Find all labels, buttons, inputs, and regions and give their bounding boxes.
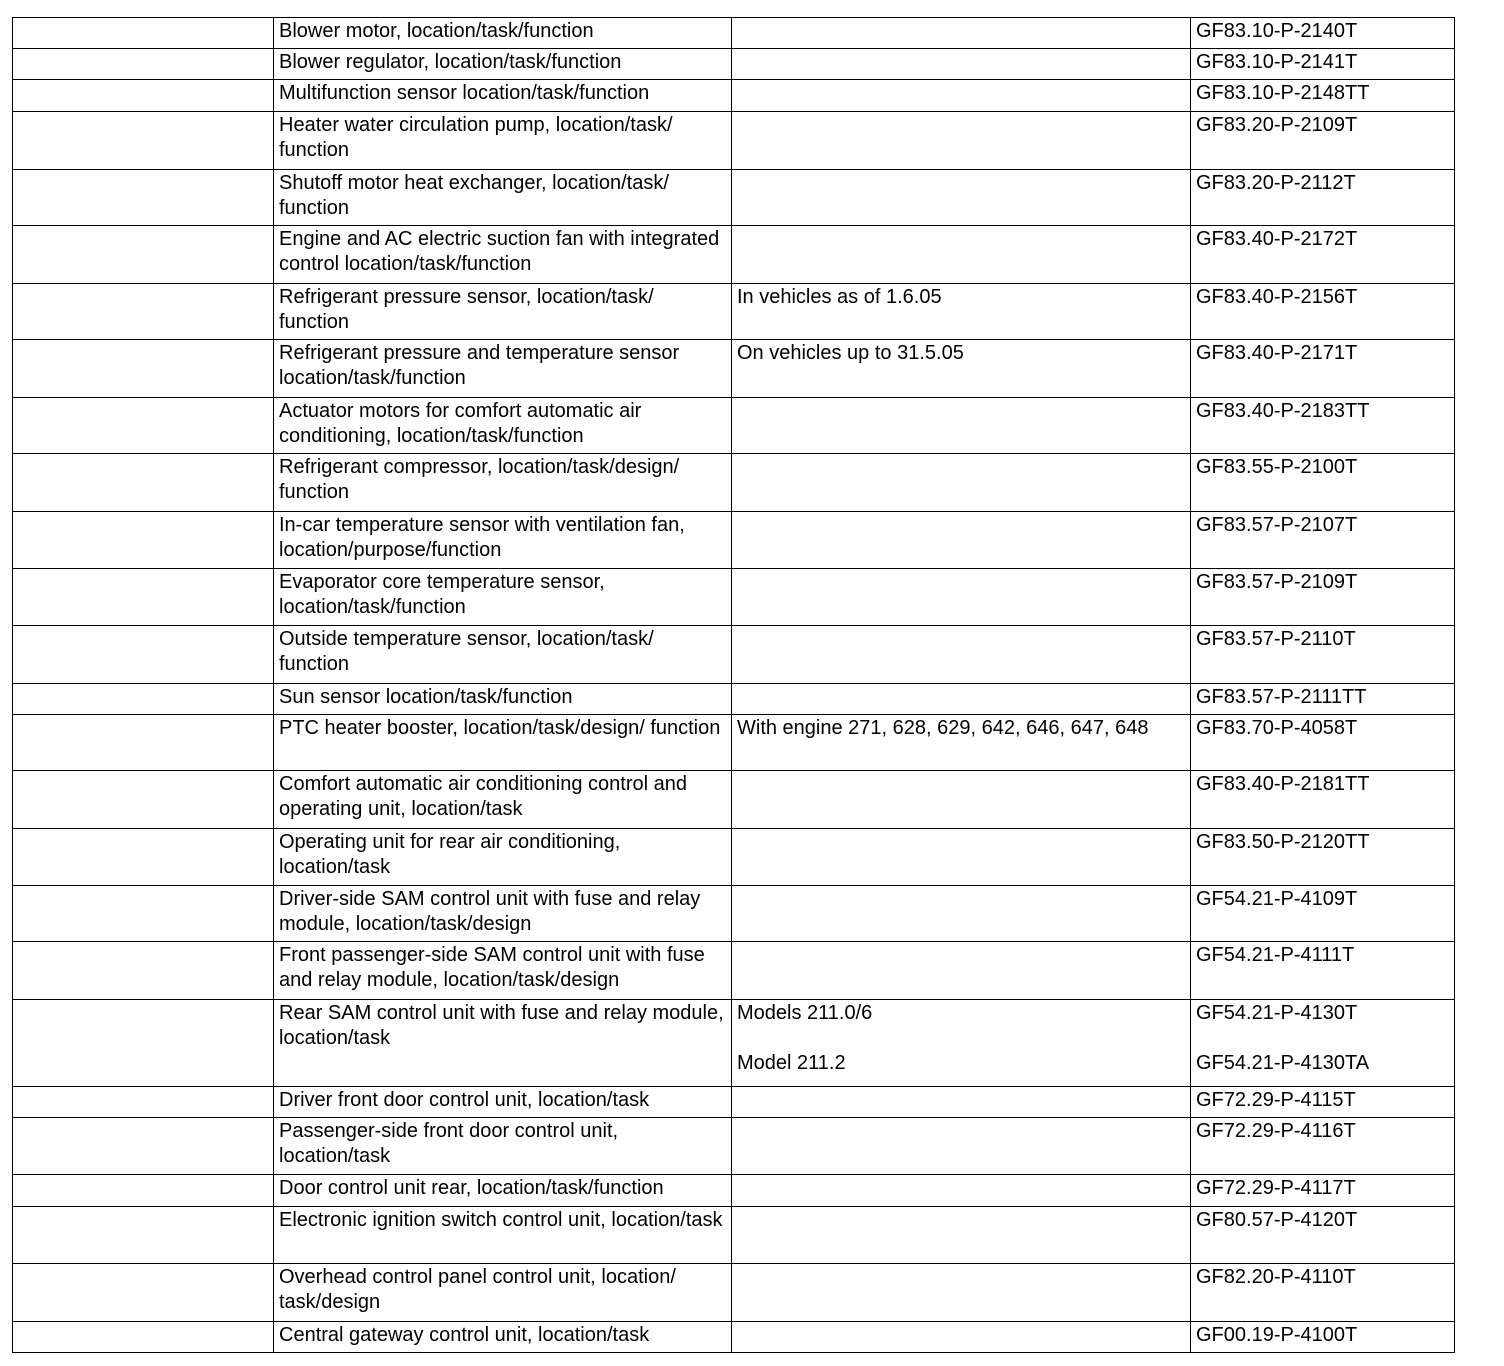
component-cell: [13, 1175, 274, 1207]
document-code-cell-text: GF83.55-P-2100T: [1196, 456, 1358, 478]
table-row: [13, 284, 1455, 340]
table-row: [13, 49, 1455, 80]
description-cell: [274, 1322, 732, 1353]
table-row: [13, 771, 1455, 829]
component-cell: [13, 829, 274, 886]
document-code-cell-text: GF83.70-P-4058T: [1196, 717, 1358, 739]
table-row: [13, 1000, 1455, 1087]
description-cell: [274, 80, 732, 112]
note-cell: [732, 886, 1191, 942]
note-cell: [732, 626, 1191, 684]
component-cell: [13, 1118, 274, 1175]
component-cell: [13, 284, 274, 340]
description-cell: [274, 340, 732, 398]
description-cell: [274, 284, 732, 340]
document-code-cell-text: GF72.29-P-4115T: [1196, 1089, 1356, 1111]
table-row: [13, 1118, 1455, 1175]
description-cell-text: Outside temperature sensor, location/task/ function: [279, 628, 654, 675]
description-cell-text: Rear SAM control unit with fuse and relay module, location/task: [279, 1002, 724, 1049]
table-row: [13, 1175, 1455, 1207]
document-code-cell-text: GF83.10-P-2140T: [1196, 20, 1358, 42]
description-cell-text: Evaporator core temperature sensor, location/task/function: [279, 571, 605, 618]
description-cell: [274, 1207, 732, 1264]
note-cell: [732, 454, 1191, 512]
document-code-cell: [1191, 284, 1455, 340]
table-row: [13, 626, 1455, 684]
document-code-cell: [1191, 829, 1455, 886]
document-code-cell: [1191, 1000, 1455, 1087]
note-cell: [732, 1175, 1191, 1207]
component-cell: [13, 1087, 274, 1118]
component-cell: [13, 398, 274, 454]
description-cell: [274, 1118, 732, 1175]
description-cell-text: Driver-side SAM control unit with fuse and relay module, location/task/design: [279, 888, 701, 935]
document-code-cell-text-secondary: GF54.21-P-4130TA: [1196, 1052, 1370, 1074]
note-cell: [732, 112, 1191, 170]
note-cell: [732, 942, 1191, 1000]
document-code-cell-text: GF54.21-P-4109T: [1196, 888, 1358, 910]
description-cell-text: Refrigerant compressor, location/task/design/ function: [279, 456, 680, 503]
document-code-cell-text: GF83.40-P-2156T: [1196, 286, 1358, 308]
document-code-cell: [1191, 49, 1455, 80]
document-code-cell-text: GF72.29-P-4117T: [1196, 1177, 1356, 1199]
document-code-cell-text: GF83.40-P-2171T: [1196, 342, 1358, 364]
table-row: [13, 226, 1455, 284]
document-code-cell: [1191, 715, 1455, 771]
description-cell-text: Actuator motors for comfort automatic air conditioning, location/task/function: [279, 400, 642, 447]
document-code-cell-text: GF83.40-P-2181TT: [1196, 773, 1370, 795]
table-row: [13, 1322, 1455, 1353]
description-cell: [274, 49, 732, 80]
table-body: [13, 18, 1455, 1353]
note-cell: [732, 1264, 1191, 1322]
note-cell: [732, 684, 1191, 715]
note-cell: [732, 1000, 1191, 1087]
document-code-cell: [1191, 170, 1455, 226]
note-cell: [732, 1207, 1191, 1264]
table-row: [13, 942, 1455, 1000]
note-cell: [732, 1322, 1191, 1353]
note-cell: [732, 170, 1191, 226]
table-row: [13, 170, 1455, 226]
document-code-cell-text: GF83.10-P-2141T: [1196, 51, 1358, 73]
document-code-cell: [1191, 569, 1455, 626]
document-code-cell: [1191, 226, 1455, 284]
description-cell-text: Engine and AC electric suction fan with integrated control location/task/function: [279, 228, 720, 275]
document-code-cell: [1191, 1322, 1455, 1353]
component-cell: [13, 626, 274, 684]
document-code-cell-text: GF83.57-P-2109T: [1196, 571, 1358, 593]
note-cell: [732, 1118, 1191, 1175]
table-row: [13, 715, 1455, 771]
document-code-cell-text: GF00.19-P-4100T: [1196, 1324, 1358, 1346]
document-code-cell-text: GF54.21-P-4130T: [1196, 1002, 1358, 1024]
note-cell-text-secondary: Model 211.2: [737, 1052, 846, 1074]
component-cell: [13, 226, 274, 284]
description-cell: [274, 512, 732, 569]
note-cell: [732, 226, 1191, 284]
document-code-cell-text: GF83.10-P-2148TT: [1196, 82, 1370, 104]
note-cell: [732, 829, 1191, 886]
description-cell: [274, 226, 732, 284]
note-cell: [732, 512, 1191, 569]
table-row: [13, 112, 1455, 170]
document-code-cell: [1191, 1207, 1455, 1264]
document-code-cell: [1191, 1118, 1455, 1175]
component-cell: [13, 49, 274, 80]
table-row: [13, 1264, 1455, 1322]
description-cell-text: Door control unit rear, location/task/function: [279, 1177, 664, 1199]
document-code-cell: [1191, 18, 1455, 49]
note-cell: [732, 80, 1191, 112]
description-cell-text: Refrigerant pressure sensor, location/task/ function: [279, 286, 654, 333]
note-cell: [732, 340, 1191, 398]
description-cell: [274, 1175, 732, 1207]
document-code-cell-text: GF83.20-P-2112T: [1196, 172, 1356, 194]
component-cell: [13, 1000, 274, 1087]
document-code-cell: [1191, 1264, 1455, 1322]
document-code-cell-text: GF83.40-P-2183TT: [1196, 400, 1370, 422]
description-cell-text: Blower regulator, location/task/function: [279, 51, 622, 73]
description-cell-text: Refrigerant pressure and temperature sensor location/task/function: [279, 342, 680, 389]
document-code-cell-text: GF83.57-P-2111TT: [1196, 686, 1367, 708]
description-cell-text: Blower motor, location/task/function: [279, 20, 594, 42]
document-code-cell-text: GF83.57-P-2107T: [1196, 514, 1358, 536]
document-code-cell-text: GF54.21-P-4111T: [1196, 944, 1355, 966]
description-cell: [274, 715, 732, 771]
description-cell-text: Front passenger-side SAM control unit with fuse and relay module, location/task/design: [279, 944, 705, 991]
description-cell-text: Comfort automatic air conditioning control and operating unit, location/task: [279, 773, 687, 820]
table-row: [13, 1087, 1455, 1118]
document-code-cell: [1191, 454, 1455, 512]
document-code-cell: [1191, 112, 1455, 170]
description-cell-text: Multifunction sensor location/task/function: [279, 82, 650, 104]
note-cell: [732, 715, 1191, 771]
component-cell: [13, 886, 274, 942]
description-cell-text: Electronic ignition switch control unit, location/task: [279, 1209, 723, 1231]
description-cell-text: Operating unit for rear air conditioning, location/task: [279, 831, 621, 878]
component-cell: [13, 771, 274, 829]
component-cell: [13, 1322, 274, 1353]
table-row: [13, 80, 1455, 112]
document-code-cell: [1191, 626, 1455, 684]
component-cell: [13, 80, 274, 112]
document-code-cell-text: GF82.20-P-4110T: [1196, 1266, 1356, 1288]
component-cell: [13, 454, 274, 512]
description-cell: [274, 829, 732, 886]
description-cell: [274, 771, 732, 829]
component-cell: [13, 112, 274, 170]
description-cell-text: Shutoff motor heat exchanger, location/task/ function: [279, 172, 669, 219]
note-cell-text: With engine 271, 628, 629, 642, 646, 647, 648: [737, 717, 1149, 739]
description-cell: [274, 1087, 732, 1118]
table-row: [13, 340, 1455, 398]
description-cell: [274, 569, 732, 626]
document-code-cell-text: GF83.40-P-2172T: [1196, 228, 1358, 250]
table-row: [13, 569, 1455, 626]
description-cell-text: Sun sensor location/task/function: [279, 686, 573, 708]
table-row: [13, 829, 1455, 886]
document-code-cell: [1191, 684, 1455, 715]
table-row: [13, 18, 1455, 49]
component-cell: [13, 715, 274, 771]
document-code-cell: [1191, 886, 1455, 942]
note-cell-text: Models 211.0/6: [737, 1002, 873, 1024]
description-cell-text: Central gateway control unit, location/task: [279, 1324, 650, 1346]
description-cell-text: Driver front door control unit, location/task: [279, 1089, 650, 1111]
description-cell: [274, 886, 732, 942]
description-cell-text: In-car temperature sensor with ventilation fan, location/purpose/function: [279, 514, 685, 561]
description-cell: [274, 112, 732, 170]
description-cell: [274, 454, 732, 512]
table-row: [13, 886, 1455, 942]
component-cell: [13, 942, 274, 1000]
description-cell-text: PTC heater booster, location/task/design/ function: [279, 717, 721, 739]
component-cell: [13, 1207, 274, 1264]
table-row: [13, 398, 1455, 454]
description-cell: [274, 170, 732, 226]
document-code-cell: [1191, 1087, 1455, 1118]
component-cell: [13, 340, 274, 398]
component-cell: [13, 18, 274, 49]
description-cell: [274, 1264, 732, 1322]
component-cell: [13, 170, 274, 226]
note-cell: [732, 18, 1191, 49]
description-cell-text: Heater water circulation pump, location/task/ function: [279, 114, 673, 161]
document-code-cell: [1191, 512, 1455, 569]
document-code-cell: [1191, 1175, 1455, 1207]
document-code-cell: [1191, 80, 1455, 112]
component-cell: [13, 512, 274, 569]
description-cell: [274, 18, 732, 49]
note-cell-text: In vehicles as of 1.6.05: [737, 286, 942, 308]
description-cell: [274, 1000, 732, 1087]
document-code-cell-text: GF83.20-P-2109T: [1196, 114, 1358, 136]
note-cell: [732, 398, 1191, 454]
table-row: [13, 512, 1455, 569]
component-cell: [13, 1264, 274, 1322]
note-cell: [732, 284, 1191, 340]
document-code-cell: [1191, 771, 1455, 829]
document-code-cell: [1191, 398, 1455, 454]
description-cell: [274, 626, 732, 684]
table-row: [13, 684, 1455, 715]
note-cell: [732, 569, 1191, 626]
note-cell-text: On vehicles up to 31.5.05: [737, 342, 964, 364]
note-cell: [732, 49, 1191, 80]
component-cell: [13, 684, 274, 715]
description-cell: [274, 942, 732, 1000]
document-code-cell-text: GF83.57-P-2110T: [1196, 628, 1356, 650]
note-cell: [732, 771, 1191, 829]
document-code-cell-text: GF80.57-P-4120T: [1196, 1209, 1358, 1231]
component-cell: [13, 569, 274, 626]
table-row: [13, 454, 1455, 512]
document-code-cell-text: GF83.50-P-2120TT: [1196, 831, 1370, 853]
description-cell: [274, 398, 732, 454]
document-code-cell: [1191, 340, 1455, 398]
reference-table: [12, 17, 1455, 1353]
description-cell-text: Passenger-side front door control unit, location/task: [279, 1120, 619, 1167]
table-row: [13, 1207, 1455, 1264]
document-code-cell-text: GF72.29-P-4116T: [1196, 1120, 1356, 1142]
description-cell-text: Overhead control panel control unit, location/ task/design: [279, 1266, 676, 1313]
description-cell: [274, 684, 732, 715]
note-cell: [732, 1087, 1191, 1118]
document-code-cell: [1191, 942, 1455, 1000]
